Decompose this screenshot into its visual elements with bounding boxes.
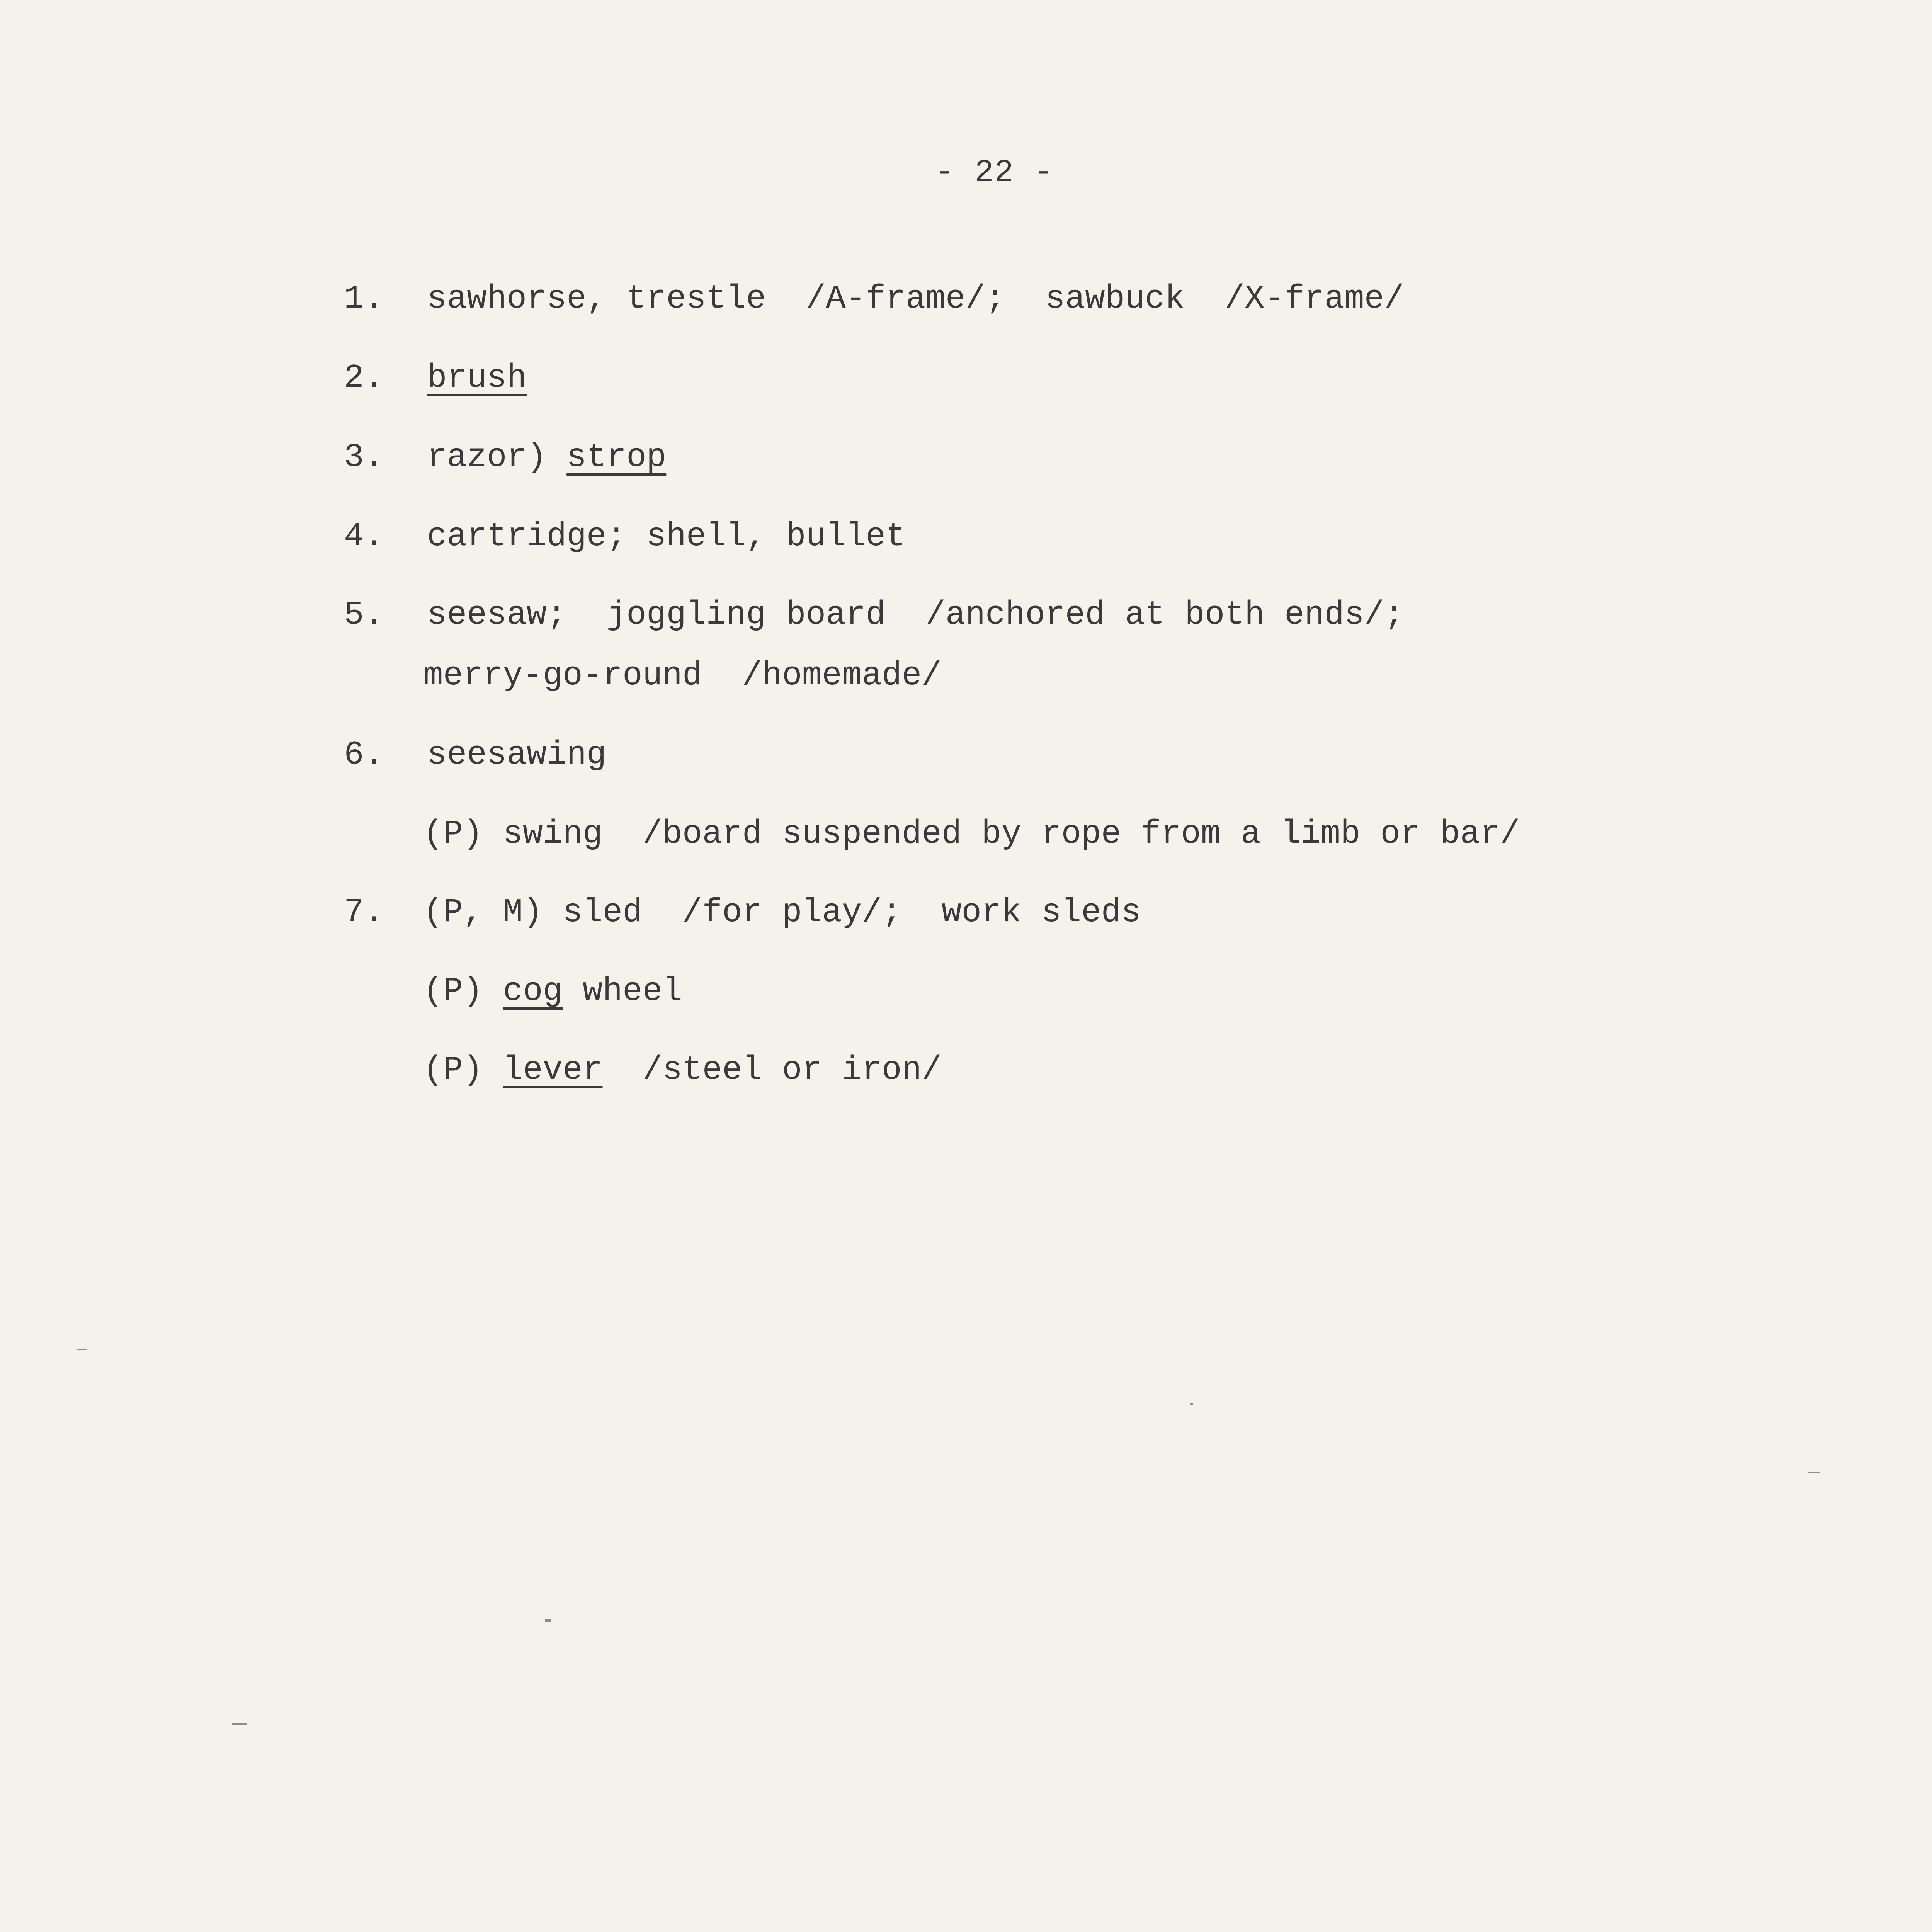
entry-number-3: 3.	[344, 438, 384, 476]
entry-number-5: 5.	[344, 596, 384, 634]
underlined-term: lever	[503, 1051, 603, 1089]
term-prefix: razor)	[427, 438, 567, 476]
entry-number-4: 4.	[344, 517, 384, 555]
paper-speck	[232, 1723, 247, 1725]
entry-number-1: 1.	[344, 280, 384, 318]
term-prefix: (P)	[423, 1051, 503, 1089]
term-suffix: wheel	[563, 972, 682, 1010]
entry-number-6: 6.	[344, 736, 384, 774]
term-suffix: /steel or iron/	[602, 1051, 942, 1089]
entry-1-line-1: sawhorse, trestle /A-frame/; sawbuck /X-frame/	[427, 280, 1404, 318]
term-prefix: (P)	[423, 972, 503, 1010]
entry-7-line-3	[423, 1053, 942, 1087]
page-number: - 22 -	[935, 155, 1054, 190]
underlined-term: brush	[427, 359, 527, 397]
paper-speck	[1808, 1472, 1820, 1473]
entry-number-2: 2.	[344, 359, 384, 397]
entry-7-line-1: (P, M) sled /for play/; work sleds	[423, 893, 1141, 931]
underlined-term: strop	[566, 438, 667, 476]
entry-3-line-1	[427, 440, 666, 474]
paper-speck	[77, 1349, 87, 1350]
entry-6-line-2: (P) swing /board suspended by rope from a limb or bar/	[423, 815, 1520, 853]
entry-7-line-2	[423, 972, 682, 1010]
entry-6-line-1: seesawing	[427, 736, 607, 774]
entry-4-line-1: cartridge; shell, bullet	[427, 517, 906, 555]
paper-speck	[545, 1619, 551, 1622]
entry-2-line-1	[427, 361, 527, 395]
entry-5-line-2: merry-go-round /homemade/	[423, 656, 942, 694]
underlined-term: cog	[503, 972, 563, 1010]
entry-5-line-1: seesaw; joggling board /anchored at both ends/;	[427, 596, 1404, 634]
entry-number-7: 7.	[344, 893, 384, 931]
paper-speck	[1190, 1403, 1193, 1405]
